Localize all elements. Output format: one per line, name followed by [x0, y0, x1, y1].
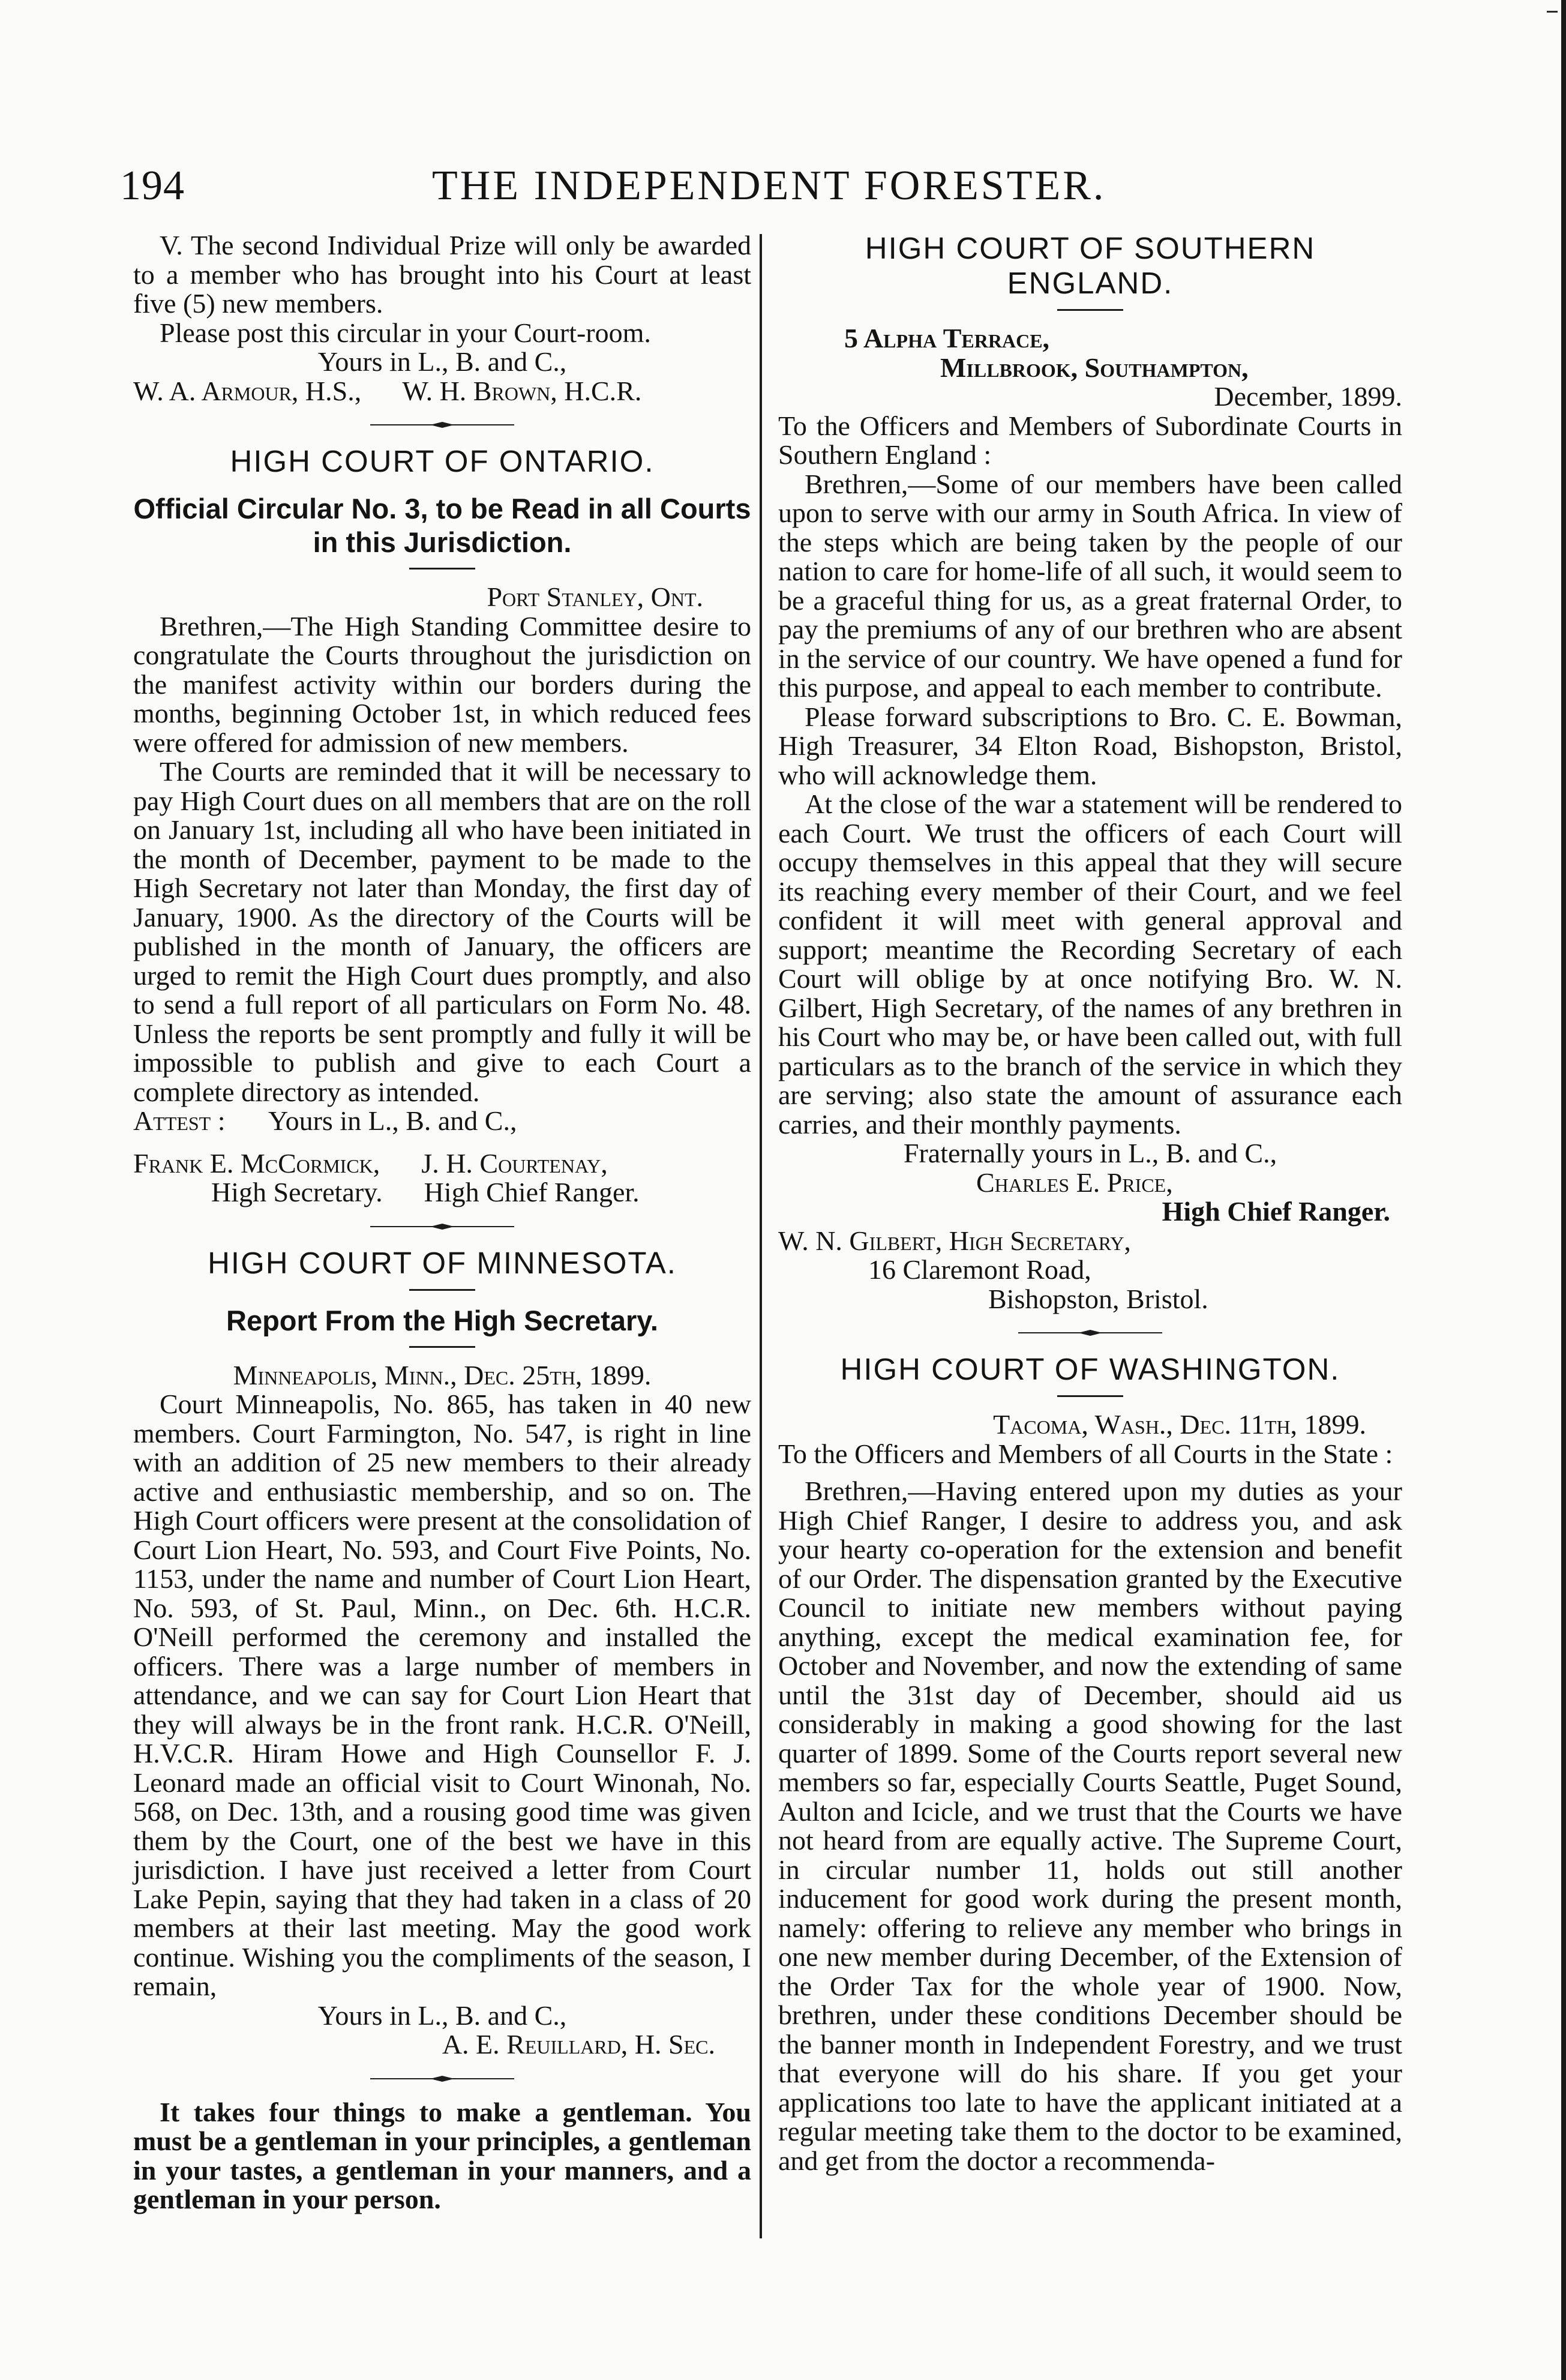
journal-title: THE INDEPENDENT FORESTER.: [432, 163, 1106, 209]
ontario-paragraph-1: Brethren,—The High Standing Committee desire to congratulate the Courts throughout the jurisdiction on the manifest activity within our borders during the months, beginning October 1st, in which reduced fees were offered for admission of new members.: [133, 610, 751, 758]
running-header: [120, 162, 1380, 216]
southern-date: December, 1899.: [1214, 381, 1402, 412]
left-column: [133, 231, 751, 2214]
southern-address-2: Millbrook, Southampton,: [940, 352, 1249, 383]
southern-closing: Fraternally yours in L., B. and C.,: [903, 1138, 1277, 1168]
ontario-heading: HIGH COURT OF ONTARIO.: [230, 444, 655, 478]
column-rule: [760, 234, 762, 2238]
washington-body: Brethren,—Having entered upon my duties as your High Chief Ranger, I desire to address you, and ask your hearty co-operation for the extension and benefit of our Order. The dispensation granted by the Executive Council to initiate new members without paying anything, except the medical examination fee, for October and November, and now the extending of same until the 31st day of December, should aid us considerably in making a good showing for the last quarter of 1899. Some of the Courts report several new members so far, especially Courts Seattle, Puget Sound, Aulton and Icicle, and we trust that the Courts we have not heard from are equally active. The Supreme Court, in circular number 11, holds out still another inducement for good work during the present month, namely: offering to relieve any member who brings in one new member during December, of the Extension of the Order Tax for the whole year of 1900. Now, brethren, under these conditions December should be the banner month in Independent Forestry, and we trust that everyone will do his share. If you get your applications too late to have the applicant initiated at a regular meeting take them to the doctor to be examined, and get from the doctor a recommenda-: [778, 1476, 1402, 2176]
washington-salutation: To the Officers and Members of all Courts in the State :: [778, 1438, 1393, 1469]
spacer: [133, 1136, 751, 1149]
southern-signature-2: W. N. Gilbert, High Secretary,: [778, 1225, 1131, 1256]
intro-signature: W. A. Armour, H.S., W. H. Brown, H.C.R.: [133, 375, 642, 406]
southern-signature-2-address-2: Bishopston, Bristol.: [988, 1283, 1208, 1314]
ontario-signature-titles: High Secretary. High Chief Ranger.: [211, 1177, 640, 1207]
southern-heading-line2: ENGLAND.: [1007, 266, 1174, 300]
ontario-attest: [133, 1107, 751, 1136]
southern-paragraph-2: Please forward subscriptions to Bro. C. E. Bowman, High Treasurer, 34 Elton Road, Bishopston, Bristol, who will acknowledge them.: [778, 701, 1402, 790]
short-rule: [409, 568, 475, 569]
attest-closing: Yours in L., B. and C.,: [268, 1105, 517, 1136]
ontario-paragraph-2: The Courts are reminded that it will be necessary to pay High Court dues on all members that are on the roll on January 1st, including all who have been initiated in the month of December, payment to be made to the High Secretary not later than Monday, the first day of January, 1900. As the directory of the Courts will be published in the month of January, the officers are urged to remit the High Court dues promptly, and also to send a full report of all particulars on Form No. 48. Unless the reports be sent promptly and fully it will be impossible to publish and give to each Court a complete directory as intended.: [133, 756, 751, 1107]
ontario-subheading-line2: in this Jurisdiction.: [313, 526, 572, 558]
ontario-subheading-line1: Official Circular No. 3, to be Read in all Courts: [133, 493, 751, 524]
southern-address-1: 5 Alpha Terrace,: [844, 323, 1050, 353]
gentleman-paragraph: It takes four things to make a gentleman. You must be a gentleman in your principles, a gentleman in your tastes, a gentleman in your manners, and a gentleman in your person.: [133, 2096, 751, 2214]
scan-edge: [1561, 0, 1566, 2380]
southern-signature-1-name: Charles E. Price,: [976, 1167, 1173, 1198]
section-ornament: [370, 1223, 514, 1230]
ontario-signature-names: Frank E. McCormick, J. H. Courtenay,: [133, 1147, 608, 1179]
section-ornament: [370, 2075, 514, 2082]
southern-heading-line1: HIGH COURT OF SOUTHERN: [865, 231, 1316, 265]
short-rule: [409, 1346, 475, 1348]
minnesota-closing: Yours in L., B. and C.,: [317, 2000, 567, 2031]
minnesota-body: Court Minneapolis, No. 865, has taken in 40 new members. Court Farmington, No. 547, is right in line with an addition of 25 new members to their already active and enthusiastic membership, and so on. The High Court officers were present at the consolidation of Court Lion Heart, No. 593, and Court Five Points, No. 1153, under the name and number of Court Lion Heart, No. 593, of St. Paul, Minn., on Dec. 6th. H.C.R. O'Neill performed the ceremony and installed the officers. There was a large number of members in attendance, and we can say for Court Lion Heart that they will always be in the front rank. H.C.R. O'Neill, H.V.C.R. Hiram Howe and High Counsellor F. J. Leonard made an official visit to Court Winonah, No. 568, on Dec. 13th, and a rousing good time was given them by the Court, one of the best we have in this jurisdiction. I have just received a letter from Court Lake Pepin, saying that they had taken in a class of 20 members at their last meeting. May the good work continue. Wishing you the compliments of the season, I remain,: [133, 1389, 751, 2001]
minnesota-subheading: Report From the High Secretary.: [226, 1304, 658, 1336]
short-rule: [409, 1289, 475, 1291]
washington-heading: HIGH COURT OF WASHINGTON.: [840, 1352, 1340, 1386]
spacer: [133, 479, 751, 492]
southern-salutation: To the Officers and Members of Subordinate Courts in Southern England :: [778, 410, 1402, 470]
right-column: [778, 231, 1402, 2175]
page-number: 194: [120, 163, 185, 209]
section-ornament: [1018, 1329, 1162, 1336]
short-rule: [1057, 309, 1123, 311]
washington-dateline: Tacoma, Wash., Dec. 11th, 1899.: [993, 1409, 1366, 1440]
southern-paragraph-1: Brethren,—Some of our members have been called upon to serve with our army in South Africa. In view of the steps which are being taken by the people of our nation to care for home-life of all such, it would seem to be a graceful thing for us, as a great fraternal Order, to pay the premiums of any of our brethren who are absent in the service of our country. We have opened a fund for this purpose, and appeal to each member to contribute.: [778, 468, 1402, 703]
minnesota-signature: A. E. Reuillard, H. Sec.: [442, 2029, 715, 2060]
short-rule: [1057, 1395, 1123, 1397]
southern-signature-1-title: High Chief Ranger.: [1162, 1196, 1390, 1227]
southern-signature-2-address-1: 16 Claremont Road,: [868, 1254, 1091, 1285]
southern-paragraph-3: At the close of the war a statement will be rendered to each Court. We trust the officers of each Court will occupy themselves in this appeal that they will secure its reaching every member of their Court, and we feel confident it will meet with general approval and support; meantime the Recording Secretary of each Court will oblige by at once notifying Bro. W. N. Gilbert, High Secretary, of the names of any brethren in his Court who may be, or have been called out, with full particulars as to the branch of the service in which they are serving; also state the amount of assurance each carries, and their monthly payments.: [778, 789, 1402, 1140]
intro-closing: Yours in L., B. and C.,: [317, 346, 567, 377]
minnesota-dateline: Minneapolis, Minn., Dec. 25th, 1899.: [233, 1359, 652, 1390]
ontario-place: Port Stanley, Ont.: [487, 581, 703, 612]
scan-edge-mark: [1547, 11, 1558, 13]
prize-paragraph: V. The second Individual Prize will only be awarded to a member who has brought into his Court at least five (5) new members.: [133, 230, 751, 319]
minnesota-heading: HIGH COURT OF MINNESOTA.: [208, 1245, 677, 1280]
post-notice: Please post this circular in your Court-room.: [160, 317, 651, 348]
attest-label: Attest :: [133, 1105, 226, 1136]
section-ornament: [370, 421, 514, 428]
